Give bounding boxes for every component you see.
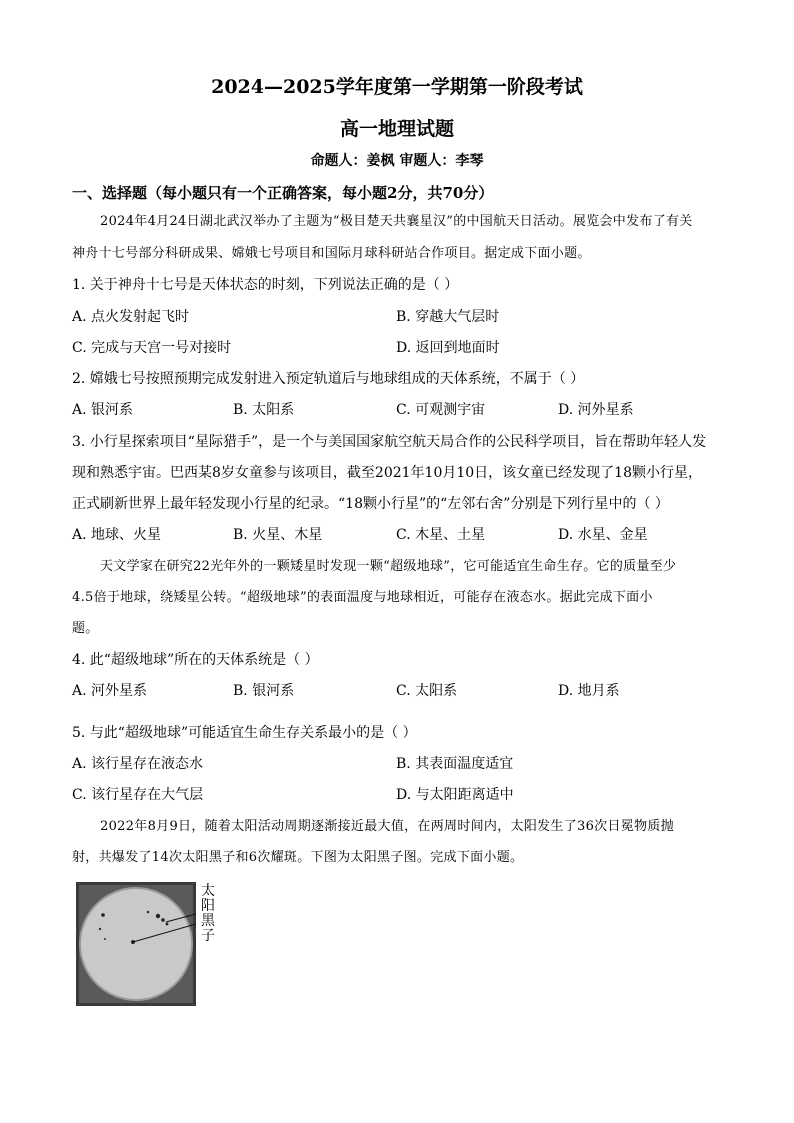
- q4-option-c[interactable]: C. 太阳系: [396, 683, 458, 699]
- q2-option-d[interactable]: D. 河外星系: [558, 402, 634, 418]
- section-heading: 一、选择题（每小题只有一个正确答案，每小题2分，共70分）: [72, 184, 494, 202]
- sunspot-photo: [76, 882, 196, 1006]
- passage1-line2: 神舟十七号部分科研成果、嫦娥七号项目和国际月球科研站合作项目。据定成下面小题。: [72, 246, 591, 261]
- q3-option-d[interactable]: D. 水星、金星: [558, 527, 648, 543]
- passage3-line1: 2022年8月9日，随着太阳活动周期逐渐接近最大值，在两周时间内，太阳发生了36次日冕物质抛: [100, 819, 674, 834]
- exam-authors: 命题人：姜枫 审题人：李琴: [310, 153, 484, 169]
- exam-title: 2024—2025学年度第一学期第一阶段考试: [211, 76, 583, 98]
- q4-option-b[interactable]: B. 银河系: [233, 683, 295, 699]
- q4-stem: 4. 此“超级地球”所在的天体系统是（ ）: [72, 652, 319, 668]
- q3-stem-line2: 现和熟悉宇宙。巴西某8岁女童参与该项目，截至2021年10月10日，该女童已经发现了18颗小行星，: [72, 465, 702, 481]
- exam-subtitle: 高一地理试题: [339, 118, 454, 140]
- q3-option-b[interactable]: B. 火星、木星: [233, 527, 323, 543]
- q1-option-b[interactable]: B. 穿越大气层时: [396, 309, 500, 325]
- q1-stem: 1. 关于神舟十七号是天体状态的时刻，下列说法正确的是（ ）: [72, 277, 459, 293]
- passage1-line1: 2024年4月24日湖北武汉举办了主题为“极目楚天共襄星汉”的中国航天日活动。展览会中发布了有关: [100, 214, 693, 229]
- q3-stem-line1: 3. 小行星探索项目“星际猎手”，是一个与美国国家航空航天局合作的公民科学项目，旨在帮助年轻人发: [72, 434, 707, 450]
- sunspot-label-char1: 太: [201, 883, 215, 899]
- sunspot: [166, 923, 169, 926]
- sunspot-label-char3: 黑: [201, 913, 215, 929]
- sunspot-label-char4: 子: [201, 928, 215, 944]
- q5-stem: 5. 与此“超级地球”可能适宜生命生存关系最小的是（ ）: [72, 725, 417, 741]
- q3-option-a[interactable]: A. 地球、火星: [72, 527, 162, 543]
- sunspot: [101, 913, 105, 917]
- passage2-line2: 4.5倍于地球，绕矮星公转。“超级地球”的表面温度与地球相近，可能存在液态水。据此完成下面小: [72, 590, 653, 605]
- q5-option-a[interactable]: A. 该行星存在液态水: [72, 756, 204, 772]
- q4-option-d[interactable]: D. 地月系: [558, 683, 620, 699]
- q5-option-b[interactable]: B. 其表面温度适宜: [396, 756, 514, 772]
- sunspot-image: [76, 882, 196, 1006]
- sunspot: [104, 938, 106, 940]
- q3-stem-line3: 正式刷新世界上最年轻发现小行星的纪录。“18颗小行星”的“左邻右舍”分别是下列行星中的（ ）: [72, 496, 669, 512]
- q5-option-c[interactable]: C. 该行星存在大气层: [72, 787, 204, 803]
- q2-option-c[interactable]: C. 可观测宇宙: [396, 402, 486, 418]
- sunspot-label-char2: 阳: [201, 898, 215, 914]
- sunspot: [161, 918, 165, 922]
- passage3-line2: 射，共爆发了14次太阳黑子和6次耀斑。下图为太阳黑子图。完成下面小题。: [72, 850, 524, 865]
- q4-option-a[interactable]: A. 河外星系: [72, 683, 148, 699]
- passage2-line3: 题。: [72, 621, 99, 636]
- q1-option-c[interactable]: C. 完成与天宫一号对接时: [72, 340, 232, 356]
- q1-option-d[interactable]: D. 返回到地面时: [396, 340, 500, 356]
- q3-option-c[interactable]: C. 木星、土星: [396, 527, 486, 543]
- q2-option-a[interactable]: A. 银河系: [72, 402, 134, 418]
- q2-option-b[interactable]: B. 太阳系: [233, 402, 295, 418]
- sunspot: [156, 914, 160, 918]
- sunspot: [99, 928, 101, 930]
- q2-stem: 2. 嫦娥七号按照预期完成发射进入预定轨道后与地球组成的天体系统，不属于（ ）: [72, 371, 585, 387]
- q5-option-d[interactable]: D. 与太阳距离适中: [396, 787, 514, 803]
- passage2-line1: 天文学家在研究22光年外的一颗矮星时发现一颗“超级地球”，它可能适宜生命生存。它的质量至少: [100, 559, 677, 574]
- q1-option-a[interactable]: A. 点火发射起飞时: [72, 309, 190, 325]
- sunspot: [147, 911, 150, 914]
